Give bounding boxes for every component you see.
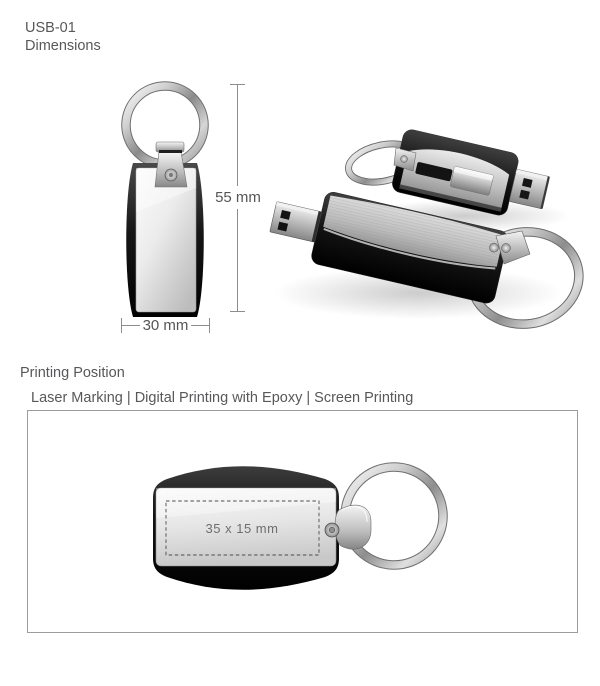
print-view-illustration (141, 446, 461, 596)
width-dimension (121, 318, 210, 333)
usb-connector (509, 169, 550, 209)
product-code: USB-01 (25, 20, 76, 36)
dimension-tick (230, 311, 245, 312)
print-area-label: 35 x 15 mm (205, 521, 279, 536)
product-photo (268, 88, 600, 333)
section-title: Dimensions (25, 38, 101, 54)
height-dimension-label: 55 mm (213, 186, 263, 209)
header (25, 19, 101, 55)
width-dimension-label: 30 mm (142, 317, 189, 334)
front-view-illustration (95, 78, 225, 328)
printing-position-heading: Printing Position (20, 365, 125, 381)
dimension-tick (209, 318, 210, 333)
printing-methods: Laser Marking | Digital Printing with Epoxy | Screen Printing (31, 390, 414, 406)
ring-clasp (155, 142, 187, 187)
width-dimension-line (122, 325, 140, 326)
width-dimension-line (191, 325, 209, 326)
height-dimension (215, 84, 261, 312)
printing-position-box (27, 410, 578, 633)
usb-connector (270, 202, 322, 243)
